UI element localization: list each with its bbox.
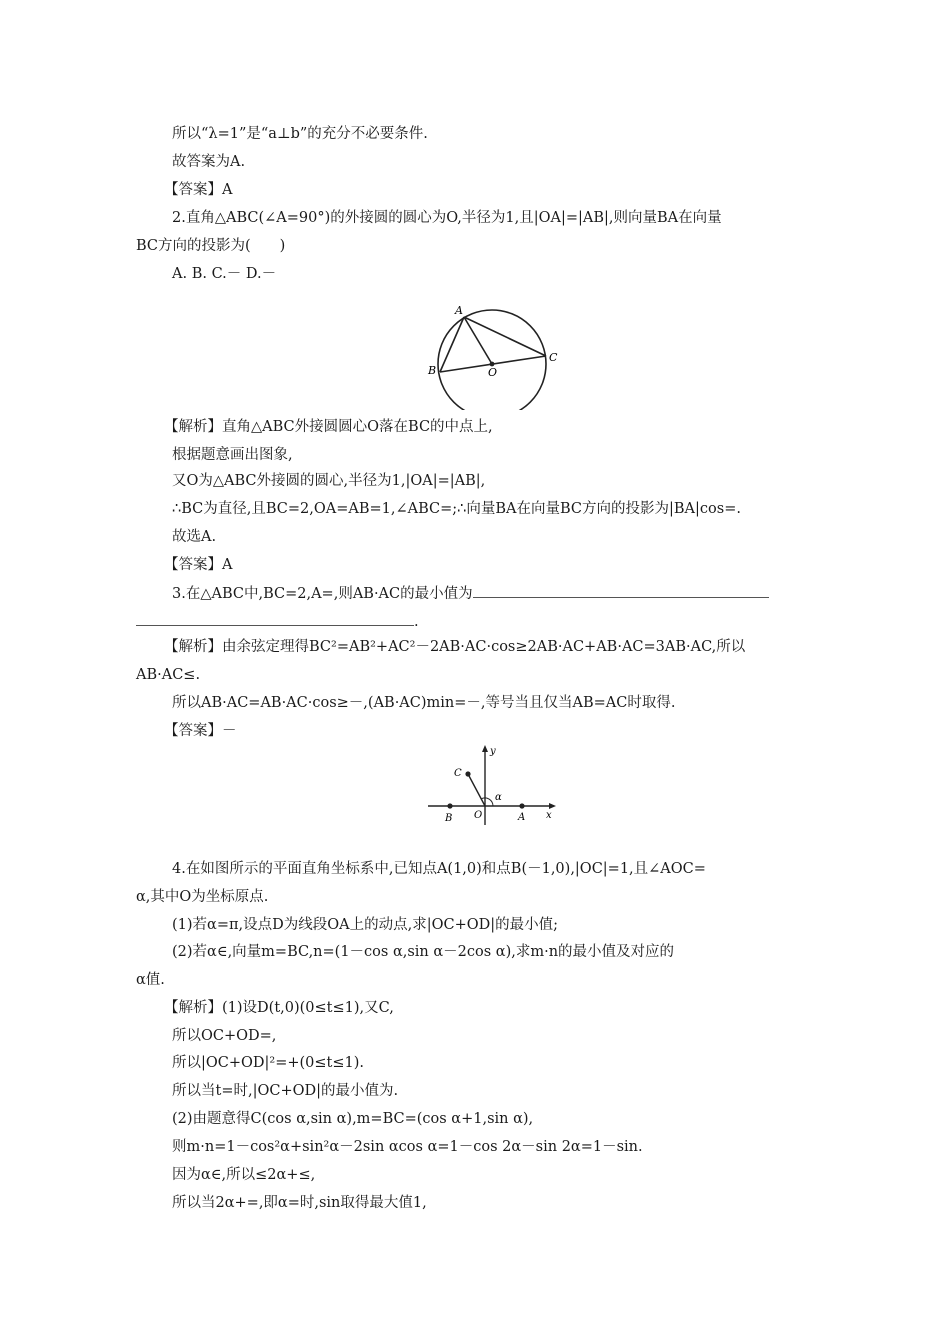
question-3 (172, 583, 769, 604)
point-b (447, 803, 452, 808)
text-line: 所以|OC+OD|²=+(0≤t≤1). (172, 1055, 365, 1071)
point-c (465, 771, 470, 776)
text-line: 根据题意画出图象, (172, 447, 293, 463)
analysis-label: 【解析】(1)设D(t,0)(0≤t≤1),又C, (164, 1000, 394, 1016)
label-b: B (428, 364, 437, 377)
period: . (414, 614, 419, 630)
text-line: (2)由题意得C(cos α,sin α),m=BC=(cos α+1,sin α), (172, 1111, 534, 1127)
question-2: 2.直角△ABC(∠A=90°)的外接圆的圆心为O,半径为1,且|OA|=|AB|,则向量BA在向量 (172, 210, 722, 226)
y-arrow (482, 745, 488, 752)
answer-label: 【答案】－ (164, 723, 237, 739)
text-line: 故选A. (172, 529, 217, 545)
label-o: O (488, 366, 498, 379)
label-c: C (549, 351, 558, 364)
text-line: 又O为△ABC外接圆的圆心,半径为1,|OA|=|AB|, (172, 473, 486, 489)
label-o: O (474, 810, 483, 821)
analysis-label: 【解析】由余弦定理得BC²=AB²+AC²－2AB·AC·cos≥2AB·AC+AB·AC=3AB·AC,所以 (164, 639, 746, 655)
answer-label: 【答案】A (164, 182, 233, 198)
segment-oc (468, 774, 485, 806)
text-line: 所以AB·AC=AB·AC·cos≥－,(AB·AC)min=－,等号当且仅当AB=AC时取得. (172, 695, 676, 711)
point-a (519, 803, 524, 808)
sub-question-1: (1)若α=π,设点D为线段OA上的动点,求|OC+OD|的最小值; (172, 917, 559, 933)
text-line: BC方向的投影为( ) (136, 238, 286, 254)
text-line: ∴BC为直径,且BC=2,OA=AB=1,∠ABC=;∴向量BA在向量BC方向的投影为|BA|cos=. (172, 501, 741, 517)
answer-blank (473, 583, 769, 598)
label-c: C (454, 768, 462, 779)
text-line: AB·AC≤. (136, 667, 201, 683)
label-x: x (546, 810, 552, 821)
label-y: y (490, 746, 496, 757)
sub-question-2: (2)若α∈,向量m=BC,n=(1－cos α,sin α－2cos α),求m·n的最小值及对应的 (172, 944, 675, 960)
text-line: α值. (136, 972, 165, 988)
answer-blank (136, 611, 414, 626)
x-arrow (549, 803, 556, 809)
circumcircle (438, 310, 546, 410)
text-line: 则m·n=1－cos²α+sin²α－2sin αcos α=1－cos 2α－sin 2α=1－sin. (172, 1139, 643, 1155)
answer-label: 【答案】A (164, 557, 233, 573)
label-a: A (455, 304, 463, 317)
answer-blank-line (136, 611, 419, 632)
question-3-text: 3.在△ABC中,BC=2,A=,则AB·AC的最小值为 (172, 586, 473, 602)
text-line: 因为α∈,所以≤2α+≤, (172, 1167, 316, 1183)
text-line: 所以当t=时,|OC+OD|的最小值为. (172, 1083, 399, 1099)
analysis-label: 【解析】直角△ABC外接圆圆心O落在BC的中点上, (164, 419, 493, 435)
label-b: B (445, 813, 453, 824)
text-line: 所以当2α+=,即α=时,sin取得最大值1, (172, 1195, 427, 1211)
label-alpha: α (495, 792, 502, 803)
circle-triangle-figure (420, 300, 570, 410)
text-line: 所以“λ=1”是“a⊥b”的充分不必要条件. (172, 126, 428, 142)
text-line: 所以OC+OD=, (172, 1028, 277, 1044)
question-4: 4.在如图所示的平面直角坐标系中,已知点A(1,0)和点B(－1,0),|OC|=1,且∠AOC= (172, 861, 706, 877)
text-line: α,其中O为坐标原点. (136, 889, 269, 905)
coordinate-figure (425, 743, 560, 828)
question-options: A. B. C.－ D.－ (172, 266, 277, 282)
label-a: A (518, 812, 526, 823)
segment-ab (440, 317, 464, 372)
text-line: 故答案为A. (172, 154, 246, 170)
